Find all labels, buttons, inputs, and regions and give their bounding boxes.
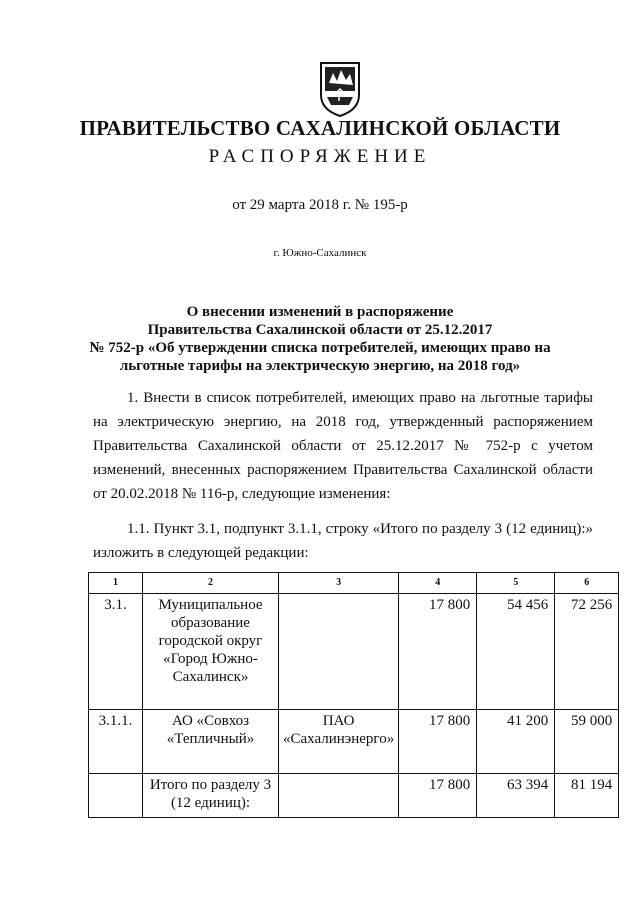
row-number: 3.1. — [89, 594, 143, 710]
subject-line: О внесении изменений в распоряжение — [186, 304, 454, 320]
value-col-4: 17 800 — [399, 594, 477, 710]
column-number: 2 — [143, 573, 279, 594]
column-number-row — [89, 573, 619, 594]
value-col-5: 63 394 — [477, 774, 555, 818]
supplier-name — [279, 774, 399, 818]
value-col-6: 72 256 — [555, 594, 619, 710]
row-number: 3.1.1. — [89, 710, 143, 774]
column-number: 1 — [89, 573, 143, 594]
column-number: 3 — [279, 573, 399, 594]
subject-line: № 752-р «Об утверждении списка потребителей, имеющих право на — [89, 340, 551, 356]
value-col-5: 41 200 — [477, 710, 555, 774]
changes-table — [88, 572, 619, 818]
supplier-name: ПАО «Сахалинэнерго» — [279, 710, 399, 774]
paragraph-2: 1.1. Пункт 3.1, подпункт 3.1.1, строку «Итого по разделу 3 (12 единиц):» изложить в следующей редакции: — [93, 521, 593, 561]
column-number: 4 — [399, 573, 477, 594]
document-city: г. Южно-Сахалинск — [273, 247, 367, 259]
coat-of-arms-emblem — [319, 61, 361, 117]
consumer-name: Итого по разделу 3 (12 единиц): — [143, 774, 279, 818]
value-col-5: 54 456 — [477, 594, 555, 710]
subject-line: льготные тарифы на электрическую энергию, на 2018 год» — [119, 358, 521, 374]
column-number: 5 — [477, 573, 555, 594]
row-number — [89, 774, 143, 818]
document-type: РАСПОРЯЖЕНИЕ — [208, 146, 432, 167]
table-row — [89, 594, 619, 710]
document-subject — [80, 303, 560, 375]
value-col-6: 59 000 — [555, 710, 619, 774]
consumer-name: Муниципальное образование городской округ «Город Южно-Сахалинск» — [143, 594, 279, 710]
consumer-name: АО «Совхоз «Тепличный» — [143, 710, 279, 774]
document-date: от 29 марта 2018 г. № 195-р — [232, 197, 408, 213]
supplier-name — [279, 594, 399, 710]
paragraph-1: 1. Внести в список потребителей, имеющих право на льготные тарифы на электрическую энергию, на 2018 год, утвержденный распоряжением Правительства Сахалинской области от 25.12.2017 № 752-р с учетом изменений, внесенных распоряжением Правительства Сахалинской области от 20.02.2018 № 116-р, следующие изменения: — [93, 390, 593, 502]
table-row-total — [89, 774, 619, 818]
value-col-6: 81 194 — [555, 774, 619, 818]
organization-title: ПРАВИТЕЛЬСТВО САХАЛИНСКОЙ ОБЛАСТИ — [79, 116, 561, 140]
column-number: 6 — [555, 573, 619, 594]
value-col-4: 17 800 — [399, 774, 477, 818]
table-row — [89, 710, 619, 774]
subject-line: Правительства Сахалинской области от 25.12.2017 — [147, 322, 493, 338]
value-col-4: 17 800 — [399, 710, 477, 774]
